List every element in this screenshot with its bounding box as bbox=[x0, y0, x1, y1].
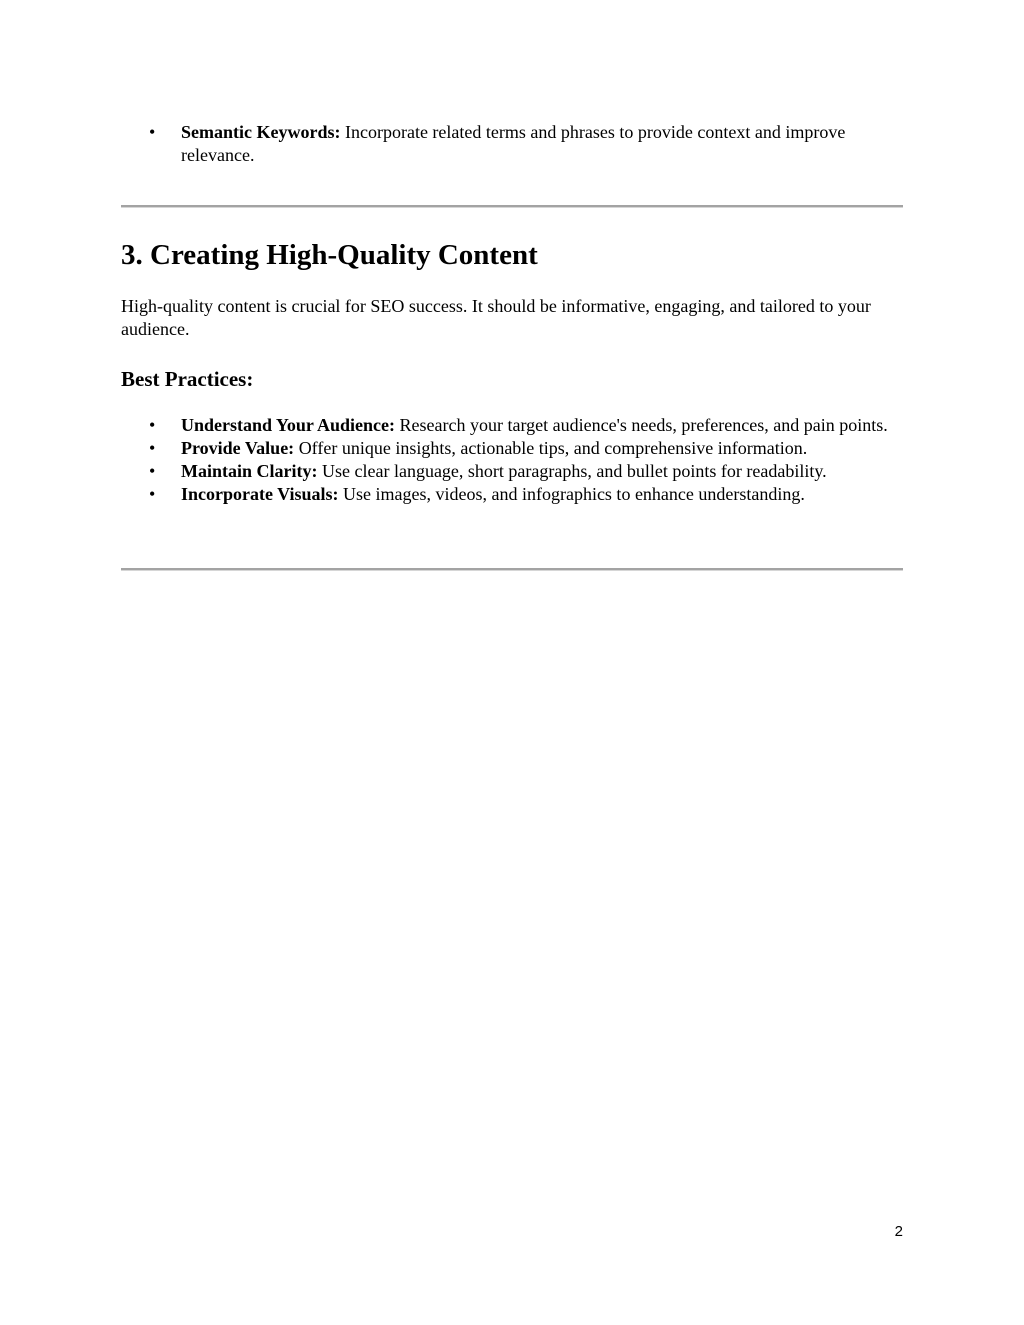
list-item-text: Incorporate related terms and phrases to provide context and improve relevance. bbox=[181, 122, 846, 165]
section-intro: High-quality content is crucial for SEO success. It should be informative, engaging, and tailored to your audience. bbox=[121, 296, 871, 339]
page-number: 2 bbox=[894, 1223, 903, 1240]
horizontal-divider bbox=[121, 205, 903, 208]
list-item bbox=[121, 414, 911, 437]
bullet-icon: • bbox=[149, 438, 156, 458]
list-item bbox=[121, 437, 911, 460]
bullet-icon: • bbox=[149, 122, 156, 142]
horizontal-divider bbox=[121, 568, 903, 571]
list-item-text: Use images, videos, and infographics to enhance understanding. bbox=[338, 484, 805, 504]
list-item-term: Maintain Clarity: bbox=[181, 461, 318, 481]
bullet-icon: • bbox=[149, 484, 156, 504]
section-heading: 3. Creating High-Quality Content bbox=[121, 239, 538, 271]
list-item-term: Incorporate Visuals: bbox=[181, 484, 339, 504]
bullet-icon: • bbox=[149, 461, 156, 481]
list-item-term: Semantic Keywords: bbox=[181, 122, 341, 142]
list-item bbox=[121, 121, 911, 167]
semantic-keywords-list bbox=[121, 121, 911, 167]
list-item-term: Understand Your Audience: bbox=[181, 415, 396, 435]
list-item-text: Use clear language, short paragraphs, and bullet points for readability. bbox=[317, 461, 827, 481]
bullet-icon: • bbox=[149, 415, 156, 435]
best-practices-list bbox=[121, 414, 911, 506]
list-item-text: Offer unique insights, actionable tips, and comprehensive information. bbox=[294, 438, 808, 458]
list-item-term: Provide Value: bbox=[181, 438, 295, 458]
list-item bbox=[121, 483, 911, 506]
best-practices-heading: Best Practices: bbox=[121, 367, 254, 391]
list-item-text: Research your target audience's needs, preferences, and pain points. bbox=[395, 415, 888, 435]
list-item bbox=[121, 460, 911, 483]
